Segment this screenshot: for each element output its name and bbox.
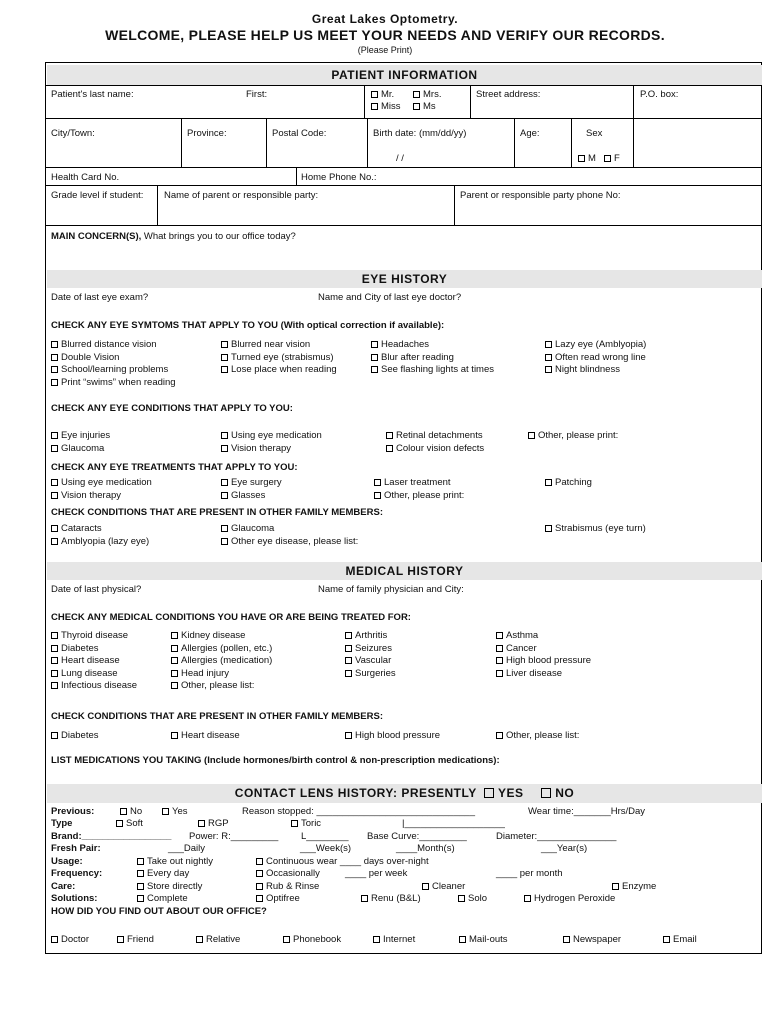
sex-m[interactable]: M [578, 153, 596, 164]
checkbox-icon[interactable] [545, 354, 552, 361]
checkbox-option[interactable] [171, 643, 272, 654]
checkbox-option[interactable] [196, 934, 240, 945]
home-phone-label: Home Phone No.: [301, 172, 377, 183]
brand-label[interactable]: Brand:_________________ [51, 831, 172, 842]
checkbox-icon[interactable] [51, 445, 58, 452]
usage-take-out[interactable]: Take out nightly [137, 856, 213, 867]
physician-label: Name of family physician and City: [318, 584, 464, 595]
option-label: Other, please list: [181, 680, 255, 692]
checkbox-option[interactable] [345, 730, 440, 741]
checkbox-icon[interactable] [345, 645, 352, 652]
checkbox-option[interactable] [528, 430, 618, 441]
sex-f[interactable]: F [604, 153, 620, 164]
checkbox-icon[interactable] [373, 936, 380, 943]
checkbox-icon[interactable] [137, 883, 144, 890]
checkbox-icon[interactable] [51, 682, 58, 689]
base-curve[interactable]: Base Curve:_________ [367, 831, 467, 842]
option-label: Other, please print: [384, 489, 465, 501]
checkbox-option[interactable] [51, 655, 120, 666]
checkbox-option[interactable] [51, 430, 110, 441]
option-label: Often read wrong line [555, 351, 646, 363]
checkbox-icon[interactable] [51, 657, 58, 664]
checkbox-icon[interactable] [196, 936, 203, 943]
checkbox-icon[interactable] [484, 788, 494, 798]
parent-phone-label: Parent or responsible party phone No: [460, 190, 621, 201]
checkbox-icon[interactable] [51, 538, 58, 545]
checkbox-option[interactable] [51, 630, 128, 641]
checkbox-icon[interactable] [361, 895, 368, 902]
checkbox-icon[interactable] [604, 155, 611, 162]
checkbox-icon[interactable] [221, 341, 228, 348]
checkbox-icon[interactable] [51, 432, 58, 439]
checkbox-option[interactable] [51, 643, 99, 654]
checkbox-option[interactable] [371, 364, 494, 375]
care-rub[interactable]: Rub & Rinse [256, 881, 319, 892]
checkbox-icon[interactable] [221, 525, 228, 532]
option-label: Kidney disease [181, 630, 246, 641]
checkbox-icon[interactable] [51, 732, 58, 739]
checkbox-option[interactable] [496, 655, 591, 666]
checkbox-option[interactable] [221, 339, 310, 350]
checkbox-option[interactable] [345, 655, 391, 666]
eye-symptoms-heading: CHECK ANY EYE SYMTOMS THAT APPLY TO YOU (With optical correction if available): [51, 320, 445, 331]
checkbox-icon[interactable] [171, 732, 178, 739]
option-label: Glaucoma [61, 442, 105, 454]
type-toric[interactable]: Toric [291, 818, 321, 829]
checkbox-option[interactable] [171, 655, 272, 666]
checkbox-icon[interactable] [51, 670, 58, 677]
option-label: Patching [555, 477, 592, 488]
option-label: Cancer [506, 642, 537, 654]
checkbox-option[interactable] [663, 934, 697, 945]
option-label: Newspaper [573, 934, 622, 945]
checkbox-icon[interactable] [221, 366, 228, 373]
care-cleaner[interactable]: Cleaner [422, 881, 465, 892]
checkbox-option[interactable] [545, 364, 620, 375]
option-label: Eye surgery [231, 477, 282, 488]
option-label: Liver disease [506, 667, 562, 679]
checkbox-icon[interactable] [496, 657, 503, 664]
option-label: Vision therapy [61, 489, 122, 501]
checkbox-icon[interactable] [137, 858, 144, 865]
checkbox-option[interactable] [51, 934, 89, 945]
checkbox-option[interactable] [371, 352, 454, 363]
option-label: School/learning problems [61, 364, 169, 375]
checkbox-icon[interactable] [496, 732, 503, 739]
checkbox-icon[interactable] [51, 479, 58, 486]
option-label: Retinal detachments [396, 430, 483, 441]
power-right[interactable]: Power: R:_________ [189, 831, 279, 842]
first-name-label: First: [246, 89, 268, 100]
title-miss[interactable]: Miss [371, 101, 401, 112]
checkbox-icon[interactable] [374, 492, 381, 499]
type-other[interactable]: |___________________ [402, 818, 505, 829]
find-office-heading: HOW DID YOU FIND OUT ABOUT OUR OFFICE? [51, 906, 267, 917]
checkbox-icon[interactable] [578, 155, 585, 162]
type-label: Type [51, 818, 73, 829]
checkbox-option[interactable] [51, 352, 119, 363]
last-eye-doctor-label: Name and City of last eye doctor? [318, 292, 462, 303]
checkbox-icon[interactable] [120, 808, 127, 815]
option-label: Turned eye (strabismus) [231, 351, 334, 363]
option-label: Phonebook [293, 934, 342, 945]
checkbox-option[interactable] [171, 680, 254, 691]
checkbox-option[interactable] [373, 934, 415, 945]
option-label: Diabetes [61, 730, 99, 741]
option-label: Allergies (medication) [181, 655, 273, 667]
option-label: Strabismus (eye turn) [555, 523, 646, 534]
option-label: Other, please list: [506, 730, 580, 741]
parent-label: Name of parent or responsible party: [164, 190, 319, 201]
option-label: Other eye disease, please list: [231, 535, 359, 547]
postal-label: Postal Code: [272, 128, 327, 139]
checkbox-icon[interactable] [221, 354, 228, 361]
checkbox-option[interactable] [459, 934, 508, 945]
reason-stopped[interactable]: Reason stopped: ______________________________ [242, 806, 475, 817]
title-mrs[interactable]: Mrs. [413, 89, 441, 100]
presently-yes[interactable]: YES [498, 786, 524, 800]
checkbox-icon[interactable] [545, 525, 552, 532]
eye-history-title: EYE HISTORY [47, 270, 762, 288]
checkbox-icon[interactable] [422, 883, 429, 890]
checkbox-icon[interactable] [371, 91, 378, 98]
medical-conditions-heading: CHECK ANY MEDICAL CONDITIONS YOU HAVE OR ARE BEING TREATED FOR: [51, 612, 411, 623]
previous-label: Previous: [51, 806, 95, 817]
checkbox-icon[interactable] [256, 870, 263, 877]
medications-heading: LIST MEDICATIONS YOU TAKING (Include hormones/birth control & non-prescription medications): [51, 755, 500, 766]
checkbox-icon[interactable] [256, 883, 263, 890]
checkbox-icon[interactable] [171, 682, 178, 689]
option-label: Blurred distance vision [61, 339, 157, 350]
option-label: Allergies (pollen, etc.) [181, 642, 273, 654]
option-label: Eye injuries [61, 430, 111, 441]
checkbox-icon[interactable] [345, 632, 352, 639]
checkbox-option[interactable] [545, 352, 646, 363]
checkbox-option[interactable] [51, 377, 176, 388]
frequency-every-day[interactable]: Every day [137, 868, 189, 879]
province-label: Province: [187, 128, 227, 139]
checkbox-option[interactable] [386, 430, 483, 441]
checkbox-option[interactable] [221, 490, 265, 501]
birth-label: Birth date: (mm/dd/yy) [373, 128, 467, 139]
checkbox-icon[interactable] [171, 670, 178, 677]
checkbox-icon[interactable] [51, 525, 58, 532]
solution-complete[interactable]: Complete [137, 893, 188, 904]
checkbox-icon[interactable] [371, 366, 378, 373]
checkbox-icon[interactable] [459, 936, 466, 943]
option-label: Blur after reading [381, 351, 454, 363]
checkbox-option[interactable] [51, 523, 102, 534]
checkbox-option[interactable] [496, 730, 579, 741]
option-label: Lose place when reading [231, 364, 337, 375]
frequency-label: Frequency: [51, 868, 103, 879]
checkbox-option[interactable] [386, 443, 484, 454]
fresh-pair-label: Fresh Pair: [51, 843, 101, 854]
checkbox-icon[interactable] [256, 895, 263, 902]
checkbox-icon[interactable] [545, 341, 552, 348]
option-label: High blood pressure [506, 655, 592, 667]
checkbox-icon[interactable] [386, 445, 393, 452]
option-label: Heart disease [61, 655, 120, 667]
power-left[interactable]: L________ [301, 831, 349, 842]
checkbox-icon[interactable] [137, 895, 144, 902]
checkbox-option[interactable] [545, 477, 592, 488]
checkbox-icon[interactable] [51, 492, 58, 499]
checkbox-icon[interactable] [545, 366, 552, 373]
checkbox-icon[interactable] [413, 91, 420, 98]
health-card-label: Health Card No. [51, 172, 120, 183]
city-label: City/Town: [51, 128, 95, 139]
checkbox-icon[interactable] [563, 936, 570, 943]
care-label: Care: [51, 881, 76, 892]
sex-label: Sex [586, 128, 603, 139]
checkbox-option[interactable] [221, 536, 358, 547]
option-label: Lazy eye (Amblyopia) [555, 339, 647, 350]
checkbox-icon[interactable] [221, 432, 228, 439]
solution-solo[interactable]: Solo [458, 893, 487, 904]
diameter[interactable]: Diameter:_______________ [496, 831, 617, 842]
checkbox-icon[interactable] [528, 432, 535, 439]
fresh-years[interactable]: ___Year(s) [541, 843, 588, 854]
option-label: High blood pressure [355, 730, 441, 741]
checkbox-icon[interactable] [51, 632, 58, 639]
checkbox-icon[interactable] [371, 354, 378, 361]
option-label: Relative [206, 934, 241, 945]
option-label: Heart disease [181, 730, 240, 741]
checkbox-icon[interactable] [496, 645, 503, 652]
welcome-heading: WELCOME, PLEASE HELP US MEET YOUR NEEDS AND VERIFY OUR RECORDS. [105, 27, 665, 43]
solution-renu[interactable]: Renu (B&L) [361, 893, 421, 904]
checkbox-option[interactable] [371, 339, 429, 350]
eye-conditions-heading: CHECK ANY EYE CONDITIONS THAT APPLY TO YOU: [51, 403, 293, 414]
type-rgp[interactable]: RGP [198, 818, 229, 829]
checkbox-option[interactable] [171, 630, 245, 641]
care-enzyme[interactable]: Enzyme [612, 881, 656, 892]
main-concern: MAIN CONCERN(S), What brings you to our office today? [51, 231, 296, 242]
fresh-weeks[interactable]: ___Week(s) [300, 843, 352, 854]
checkbox-icon[interactable] [256, 858, 263, 865]
option-label: Colour vision defects [396, 442, 485, 454]
option-label: Infectious disease [61, 680, 138, 692]
option-label: Mail-outs [469, 934, 508, 945]
checkbox-icon[interactable] [496, 632, 503, 639]
checkbox-option[interactable] [51, 680, 137, 691]
medical-history-title: MEDICAL HISTORY [47, 562, 762, 580]
option-label: Using eye medication [231, 430, 322, 441]
checkbox-option[interactable] [496, 630, 538, 641]
checkbox-icon[interactable] [458, 895, 465, 902]
eye-treatments-heading: CHECK ANY EYE TREATMENTS THAT APPLY TO YOU: [51, 462, 298, 473]
checkbox-icon[interactable] [663, 936, 670, 943]
option-label: Internet [383, 934, 416, 945]
usage-continuous[interactable]: Continuous wear ____ days over-night [256, 856, 429, 867]
title-mr[interactable]: Mr. [371, 89, 394, 100]
checkbox-option[interactable] [171, 668, 229, 679]
print-note: (Please Print) [357, 45, 413, 55]
checkbox-option[interactable] [221, 352, 334, 363]
option-label: Laser treatment [384, 477, 451, 488]
option-label: Head injury [181, 667, 230, 679]
checkbox-option[interactable] [171, 730, 240, 741]
age-label: Age: [520, 128, 540, 139]
checkbox-icon[interactable] [545, 479, 552, 486]
option-label: Amblyopia (lazy eye) [61, 535, 150, 547]
option-label: Double Vision [61, 351, 120, 363]
checkbox-option[interactable] [221, 523, 274, 534]
checkbox-icon[interactable] [345, 732, 352, 739]
option-label: Using eye medication [61, 477, 152, 488]
checkbox-option[interactable] [496, 668, 562, 679]
checkbox-option[interactable] [545, 523, 646, 534]
checkbox-icon[interactable] [198, 820, 205, 827]
checkbox-option[interactable] [283, 934, 341, 945]
checkbox-option[interactable] [51, 490, 121, 501]
option-label: See flashing lights at times [381, 364, 495, 375]
checkbox-option[interactable] [51, 477, 152, 488]
checkbox-icon[interactable] [524, 895, 531, 902]
checkbox-icon[interactable] [51, 354, 58, 361]
checkbox-icon[interactable] [162, 808, 169, 815]
medical-family-heading: CHECK CONDITIONS THAT ARE PRESENT IN OTHER FAMILY MEMBERS: [51, 711, 383, 722]
last-physical-label: Date of last physical? [51, 584, 142, 595]
checkbox-option[interactable] [221, 364, 337, 375]
checkbox-option[interactable] [345, 668, 396, 679]
option-label: Headaches [381, 339, 430, 350]
option-label: Email [673, 934, 697, 945]
checkbox-option[interactable] [563, 934, 621, 945]
option-label: Asthma [506, 630, 539, 641]
eye-family-heading: CHECK CONDITIONS THAT ARE PRESENT IN OTHER FAMILY MEMBERS: [51, 507, 383, 518]
fresh-daily[interactable]: ___Daily [168, 843, 205, 854]
checkbox-option[interactable] [374, 490, 464, 501]
checkbox-icon[interactable] [171, 645, 178, 652]
pobox-label: P.O. box: [640, 89, 679, 100]
checkbox-icon[interactable] [345, 657, 352, 664]
option-label: Blurred near vision [231, 339, 311, 350]
previous-no[interactable]: No [120, 806, 142, 817]
checkbox-option[interactable] [117, 934, 154, 945]
checkbox-icon[interactable] [221, 445, 228, 452]
checkbox-icon[interactable] [116, 820, 123, 827]
checkbox-option[interactable] [221, 477, 282, 488]
street-label: Street address: [476, 89, 541, 100]
checkbox-option[interactable] [51, 339, 157, 350]
checkbox-option[interactable] [345, 643, 392, 654]
option-label: Diabetes [61, 642, 99, 654]
solutions-label: Solutions: [51, 893, 98, 904]
checkbox-icon[interactable] [171, 632, 178, 639]
checkbox-icon[interactable] [371, 341, 378, 348]
presently-no[interactable]: NO [555, 786, 575, 800]
grade-label: Grade level if student: [51, 190, 144, 201]
option-label: Arthritis [355, 630, 388, 641]
checkbox-option[interactable] [545, 339, 646, 350]
frequency-per-week[interactable]: ____ per week [345, 868, 408, 879]
option-label: Surgeries [355, 667, 396, 679]
clinic-name: Great Lakes Optometry. [311, 12, 459, 26]
checkbox-icon[interactable] [283, 936, 290, 943]
checkbox-icon[interactable] [371, 103, 378, 110]
checkbox-icon[interactable] [221, 479, 228, 486]
type-soft[interactable]: Soft [116, 818, 143, 829]
option-label: Print “swims” when reading [61, 376, 176, 388]
option-label: Doctor [61, 934, 89, 945]
option-label: Other, please print: [538, 430, 619, 441]
checkbox-option[interactable] [221, 430, 322, 441]
usage-label: Usage: [51, 856, 83, 867]
checkbox-icon[interactable] [137, 870, 144, 877]
solution-optifree[interactable]: Optifree [256, 893, 300, 904]
checkbox-icon[interactable] [51, 936, 58, 943]
option-label: Night blindness [555, 364, 620, 375]
checkbox-option[interactable] [221, 443, 291, 454]
care-store[interactable]: Store directly [137, 881, 202, 892]
checkbox-icon[interactable] [374, 479, 381, 486]
solution-hydrogen[interactable]: Hydrogen Peroxide [524, 893, 615, 904]
checkbox-icon[interactable] [345, 670, 352, 677]
birth-slashes: / / [396, 153, 404, 164]
frequency-occasionally[interactable]: Occasionally [256, 868, 320, 879]
checkbox-icon[interactable] [386, 432, 393, 439]
option-label: Lung disease [61, 667, 118, 679]
contact-lens-title: CONTACT LENS HISTORY: PRESENTLY YES NO [47, 784, 762, 803]
option-label: Seizures [355, 642, 392, 654]
fresh-months[interactable]: ____Month(s) [396, 843, 455, 854]
frequency-per-month[interactable]: ____ per month [496, 868, 563, 879]
last-name-label: Patient's last name: [51, 89, 134, 100]
checkbox-icon[interactable] [221, 538, 228, 545]
option-label: Cataracts [61, 523, 102, 534]
last-eye-exam-label: Date of last eye exam? [51, 292, 149, 303]
checkbox-option[interactable] [51, 443, 104, 454]
checkbox-icon[interactable] [541, 788, 551, 798]
option-label: Glasses [231, 489, 266, 501]
previous-yes[interactable]: Yes [162, 806, 188, 817]
checkbox-option[interactable] [51, 364, 168, 375]
checkbox-icon[interactable] [291, 820, 298, 827]
checkbox-icon[interactable] [221, 492, 228, 499]
checkbox-icon[interactable] [51, 645, 58, 652]
option-label: Friend [127, 934, 154, 945]
checkbox-option[interactable] [345, 630, 387, 641]
checkbox-icon[interactable] [496, 670, 503, 677]
checkbox-icon[interactable] [51, 366, 58, 373]
checkbox-icon[interactable] [51, 379, 58, 386]
checkbox-option[interactable] [51, 730, 99, 741]
checkbox-icon[interactable] [171, 657, 178, 664]
checkbox-option[interactable] [496, 643, 537, 654]
patient-info-title: PATIENT INFORMATION [47, 65, 762, 85]
checkbox-icon[interactable] [117, 936, 124, 943]
option-label: Vascular [355, 655, 392, 667]
checkbox-option[interactable] [51, 668, 118, 679]
title-ms[interactable]: Ms [413, 101, 436, 112]
checkbox-icon[interactable] [612, 883, 619, 890]
checkbox-option[interactable] [374, 477, 451, 488]
checkbox-option[interactable] [51, 536, 149, 547]
wear-time[interactable]: Wear time:_______Hrs/Day [528, 806, 646, 817]
checkbox-icon[interactable] [51, 341, 58, 348]
checkbox-icon[interactable] [413, 103, 420, 110]
option-label: Glaucoma [231, 523, 275, 534]
option-label: Thyroid disease [61, 630, 129, 641]
option-label: Vision therapy [231, 442, 292, 454]
